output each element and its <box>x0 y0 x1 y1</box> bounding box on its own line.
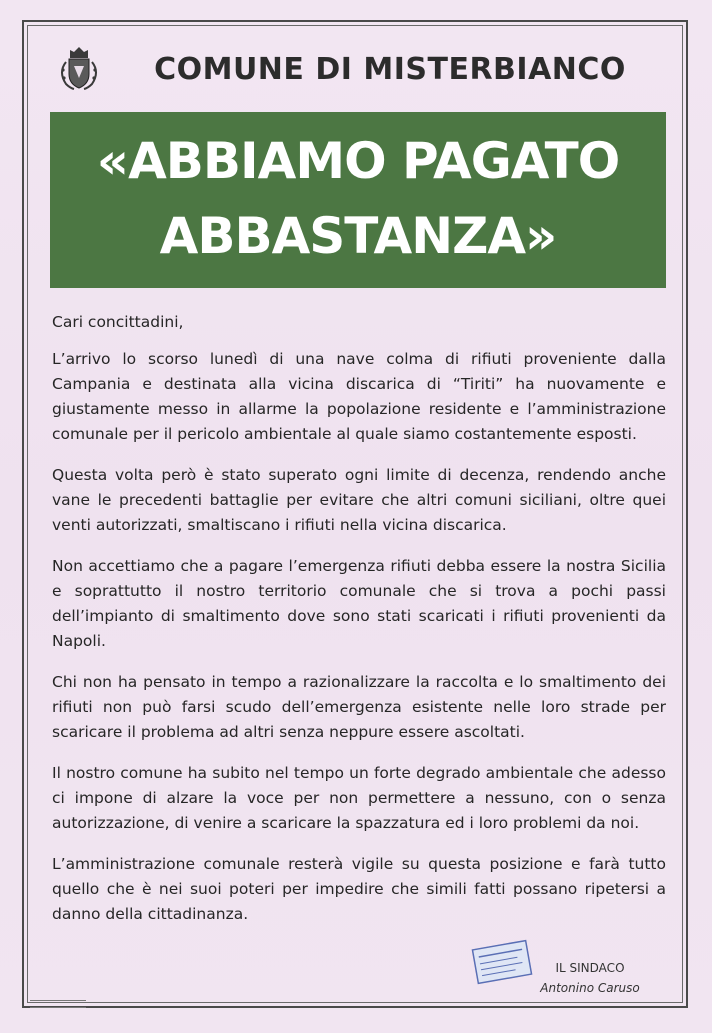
municipality-title: COMUNE DI MISTERBIANCO <box>154 52 626 87</box>
signature-block <box>520 958 660 998</box>
paragraph-3: Non accettiamo che a pagare l’emergenza rifiuti debba essere la nostra Sicilia e soprattutto il nostro territorio comunale che si trova a pochi passi dell’impianto di smaltimento dove sono stati scaricati i rifiuti provenienti da Napoli. <box>52 557 666 650</box>
signature-role: IL SINDACO <box>555 961 625 975</box>
printer-mark <box>30 1000 86 1008</box>
headline-line-2: ABBASTANZA» <box>159 207 557 265</box>
signature-name: Antonino Caruso <box>540 981 640 995</box>
headline <box>50 124 666 274</box>
municipal-crest-icon <box>54 44 104 92</box>
paragraph-5: Il nostro comune ha subito nel tempo un forte degrado ambientale che adesso ci impone di alzare la voce per non permettere a nessuno, con o senza autorizzazione, di venire a scaricare la spazzatura ed i loro problemi da noi. <box>52 764 666 832</box>
greeting: Cari concittadini, <box>52 313 184 331</box>
headline-line-1: «ABBIAMO PAGATO <box>96 132 620 190</box>
paragraph-4: Chi non ha pensato in tempo a razionalizzare la raccolta e lo smaltimento dei rifiuti non può farsi scudo dell’emergenza esistente nelle loro strade per scaricare il problema ad altri senza neppure essere ascoltati. <box>52 673 666 741</box>
paragraph-2: Questa volta però è stato superato ogni limite di decenza, rendendo anche vane le precedenti battaglie per evitare che altri comuni siciliani, oltre quei venti autorizzati, smaltiscano i rifiuti nella vicina discarica. <box>52 466 666 534</box>
letter-body <box>52 310 666 943</box>
paragraph-6: L’amministrazione comunale resterà vigile su questa posizione e farà tutto quello che è nei suoi poteri per impedire che simili fatti possano ripetersi a danno della cittadinanza. <box>52 855 666 923</box>
paragraph-1: L’arrivo lo scorso lunedì di una nave colma di rifiuti proveniente dalla Campania e destinata alla vicina discarica di “Tiriti” ha nuovamente e giustamente messo in allarme la popolazione residente e l’amministrazione comunale per il pericolo ambientale al quale siamo costantemente esposti. <box>52 350 666 443</box>
